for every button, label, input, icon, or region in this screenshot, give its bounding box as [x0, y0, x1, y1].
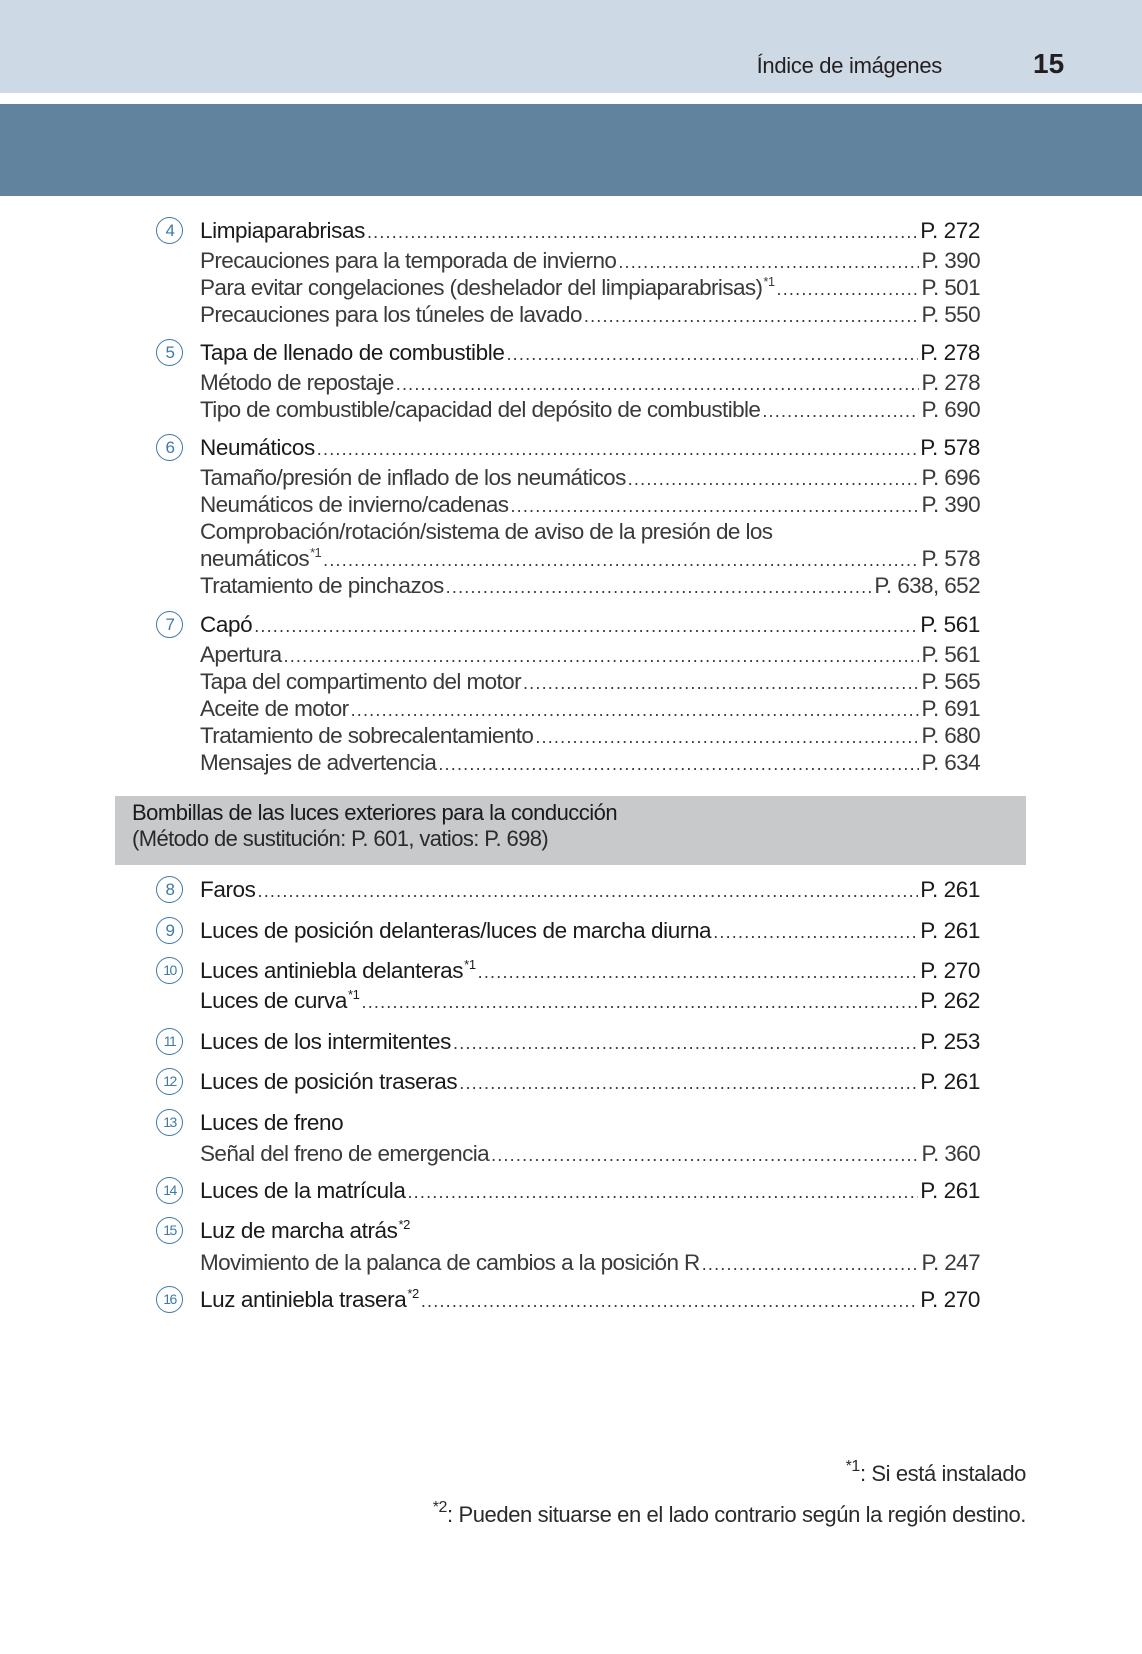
leader-dots — [351, 700, 920, 721]
entry-label: Luces de posición traseras — [200, 1069, 458, 1094]
entry-label: Mensajes de advertencia — [200, 750, 437, 775]
footnote-1: $^{*1}$: Si está instalado — [845, 1458, 1026, 1486]
index-subentry[interactable] — [200, 1141, 980, 1167]
entry-label: Tapa del compartimento del motor — [200, 669, 521, 694]
entry-label: Capó — [200, 612, 253, 637]
index-subentry[interactable] — [200, 642, 980, 668]
footnote-mark: *1 — [464, 958, 476, 972]
leader-dots — [506, 344, 918, 365]
footnote-mark: *2 — [432, 1499, 448, 1516]
section-title: Índice de imágenes — [756, 53, 942, 78]
entry-label: Tapa de llenado de combustible — [200, 340, 505, 365]
leader-dots — [323, 550, 919, 571]
page-ref-link[interactable]: P. 691 — [921, 696, 980, 721]
index-subentry[interactable] — [200, 573, 980, 599]
leader-dots — [421, 1291, 918, 1312]
index-entry[interactable] — [200, 918, 980, 944]
index-subentry[interactable] — [200, 723, 980, 749]
callout-number-6-icon: 6 — [156, 434, 183, 461]
index-entry[interactable] — [200, 958, 980, 984]
page-ref-link[interactable]: P. 561 — [920, 612, 980, 637]
entry-label: Luces de la matrícula — [200, 1178, 406, 1203]
page-ref-link[interactable]: P. 565 — [921, 669, 980, 694]
page-ref-link[interactable]: P. 550 — [921, 302, 980, 327]
entry-label: Luces de freno — [200, 1110, 344, 1135]
entry-label: Precauciones para los túneles de lavado — [200, 302, 582, 327]
page-ref-link[interactable]: P. 272 — [920, 218, 980, 243]
index-entry[interactable] — [200, 1029, 980, 1055]
section-heading: Bombillas de las luces exteriores para la conducción — [132, 800, 618, 825]
entry-label: Tratamiento de pinchazos — [200, 573, 444, 598]
index-subentry[interactable] — [200, 370, 980, 396]
entry-label: Señal del freno de emergencia — [200, 1141, 490, 1166]
page-ref-link[interactable]: P. 278 — [921, 370, 980, 395]
footnote-mark: *2 — [407, 1287, 419, 1301]
index-subentry — [200, 519, 980, 545]
page-ref-link[interactable]: P. 561 — [921, 642, 980, 667]
footnote-mark: *1 — [845, 1458, 860, 1475]
callout-number-12-icon: 12 — [156, 1068, 183, 1095]
leader-dots — [362, 992, 919, 1013]
leader-dots — [702, 1254, 920, 1275]
index-subentry[interactable] — [200, 669, 980, 695]
footnote-mark: *2 — [398, 1218, 411, 1232]
page-ref-link[interactable]: P. 270 — [920, 1287, 980, 1312]
leader-dots — [284, 646, 920, 667]
entry-label: Neumáticos — [200, 435, 315, 460]
leader-dots — [510, 496, 919, 517]
entry-label: Para evitar congelaciones (deshelador del limpiaparabrisas)$^{*1}$ — [200, 275, 775, 300]
page-ref-link[interactable]: P. 262 — [920, 988, 980, 1013]
leader-dots — [777, 279, 920, 300]
index-entry — [200, 1110, 980, 1136]
leader-dots — [713, 922, 918, 943]
callout-number-4-icon: 4 — [156, 217, 183, 244]
entry-label: Método de repostaje — [200, 370, 394, 395]
entry-label: neumáticos$^{*1}$ — [200, 546, 322, 571]
callout-number-11-icon: 11 — [156, 1028, 183, 1055]
entry-label: Tipo de combustible/capacidad del depósito de combustible — [200, 397, 761, 422]
entry-label: Movimiento de la palanca de cambios a la posición R — [200, 1250, 700, 1275]
index-entry[interactable] — [200, 218, 980, 244]
footnote-2: $^{*2}$: Pueden situarse en el lado contrario según la región destino. — [432, 1499, 1026, 1527]
leader-dots — [453, 1033, 918, 1054]
index-subentry[interactable] — [200, 696, 980, 722]
page-ref-link[interactable]: P. 690 — [921, 397, 980, 422]
entry-label: Apertura — [200, 642, 282, 667]
page-ref-link[interactable]: P. 253 — [920, 1029, 980, 1054]
leader-dots — [535, 727, 919, 748]
entry-label: Comprobación/rotación/sistema de aviso de la presión de los — [200, 519, 773, 544]
leader-dots — [628, 469, 920, 490]
page-ref-link[interactable]: P. 261 — [920, 918, 980, 943]
page-ref-link[interactable]: P. 390 — [921, 492, 980, 517]
footnote-mark: *1 — [763, 275, 775, 289]
header-light-band — [0, 0, 1142, 93]
entry-label: Precauciones para la temporada de invierno — [200, 248, 617, 273]
leader-dots — [478, 962, 919, 983]
index-entry[interactable] — [200, 1287, 980, 1313]
callout-number-10-icon: 10 — [156, 957, 183, 984]
page-ref-link[interactable]: P. 680 — [921, 723, 980, 748]
entry-label: Aceite de motor — [200, 696, 349, 721]
entry-label: Luces de posición delanteras/luces de marcha diurna — [200, 918, 712, 943]
index-entry — [200, 1218, 980, 1244]
entry-label: Limpiaparabrisas — [200, 218, 365, 243]
footnote-mark: *1 — [310, 546, 322, 560]
page-number: 15 — [1033, 48, 1065, 79]
entry-label: Luz antiniebla trasera$^{*2}$ — [200, 1287, 419, 1312]
index-entry[interactable] — [200, 1069, 980, 1095]
leader-dots — [254, 616, 918, 637]
leader-dots — [258, 881, 919, 902]
entry-label: Luz de marcha atrás$^{*2}$ — [200, 1218, 411, 1243]
page-ref-link[interactable]: P. 247 — [921, 1250, 980, 1275]
leader-dots — [459, 1073, 918, 1094]
index-subentry[interactable] — [200, 248, 980, 274]
entry-label: Tamaño/presión de inflado de los neumáticos — [200, 465, 626, 490]
page-ref-link[interactable]: P. 501 — [921, 275, 980, 300]
callout-number-5-icon: 5 — [156, 339, 183, 366]
leader-dots — [491, 1145, 919, 1166]
index-subentry[interactable] — [200, 302, 980, 328]
page-ref-link[interactable]: P. 578 — [921, 546, 980, 571]
page-ref-link[interactable]: P. 270 — [920, 958, 980, 983]
entry-label: Tratamiento de sobrecalentamiento — [200, 723, 534, 748]
entry-label: Luces de los intermitentes — [200, 1029, 451, 1054]
page-ref-link[interactable]: P. 261 — [920, 877, 980, 902]
index-entry[interactable] — [200, 435, 980, 461]
header-gap — [0, 93, 1142, 104]
callout-number-16-icon: 16 — [156, 1286, 183, 1313]
index-subentry[interactable] — [200, 275, 980, 301]
entry-label: Faros — [200, 877, 256, 902]
index-subentry[interactable] — [200, 750, 980, 776]
section-heading-box — [115, 796, 1026, 865]
index-entry[interactable] — [200, 1178, 980, 1204]
leader-dots — [407, 1182, 918, 1203]
page-ref-link[interactable]: P. 261 — [920, 1069, 980, 1094]
index-entry[interactable] — [200, 340, 980, 366]
leader-dots — [367, 222, 918, 243]
callout-number-9-icon: 9 — [156, 917, 183, 944]
leader-dots — [396, 374, 920, 395]
callout-number-13-icon: 13 — [156, 1109, 183, 1136]
leader-dots — [438, 754, 919, 775]
footnote-mark: *1 — [348, 988, 360, 1002]
entry-label: Luces de curva$^{*1}$ — [200, 988, 360, 1013]
leader-dots — [584, 306, 920, 327]
index-entry[interactable] — [200, 612, 980, 638]
page-ref-link[interactable]: P. 390 — [921, 248, 980, 273]
entry-label: Luces antiniebla delanteras$^{*1}$ — [200, 958, 476, 983]
leader-dots — [762, 401, 919, 422]
page-ref-link[interactable]: P. 261 — [920, 1178, 980, 1203]
index-subentry[interactable] — [200, 465, 980, 491]
section-subheading: (Método de sustitución: P. 601, vatios: P. 698) — [132, 826, 549, 851]
callout-number-14-icon: 14 — [156, 1177, 183, 1204]
page-ref-link[interactable]: P. 696 — [921, 465, 980, 490]
page-ref-link[interactable]: P. 278 — [920, 340, 980, 365]
index-entry[interactable] — [200, 877, 980, 903]
page-ref-link[interactable]: P. 360 — [921, 1141, 980, 1166]
header-dark-band — [0, 104, 1142, 196]
index-subentry[interactable] — [200, 1250, 980, 1276]
leader-dots — [317, 439, 918, 460]
index-subentry[interactable] — [200, 546, 980, 572]
page-ref-link[interactable]: P. 578 — [920, 435, 980, 460]
callout-number-8-icon: 8 — [156, 876, 183, 903]
leader-dots — [618, 252, 919, 273]
page-ref-link[interactable]: P. 634 — [921, 750, 980, 775]
leader-dots — [523, 673, 919, 694]
entry-label: Neumáticos de invierno/cadenas — [200, 492, 509, 517]
leader-dots — [446, 577, 873, 598]
index-subentry[interactable] — [200, 492, 980, 518]
callout-number-15-icon: 15 — [156, 1217, 183, 1244]
index-entry[interactable] — [200, 988, 980, 1014]
index-subentry[interactable] — [200, 397, 980, 423]
callout-number-7-icon: 7 — [156, 611, 183, 638]
page-ref-link[interactable]: P. 638, 652 — [874, 573, 980, 598]
